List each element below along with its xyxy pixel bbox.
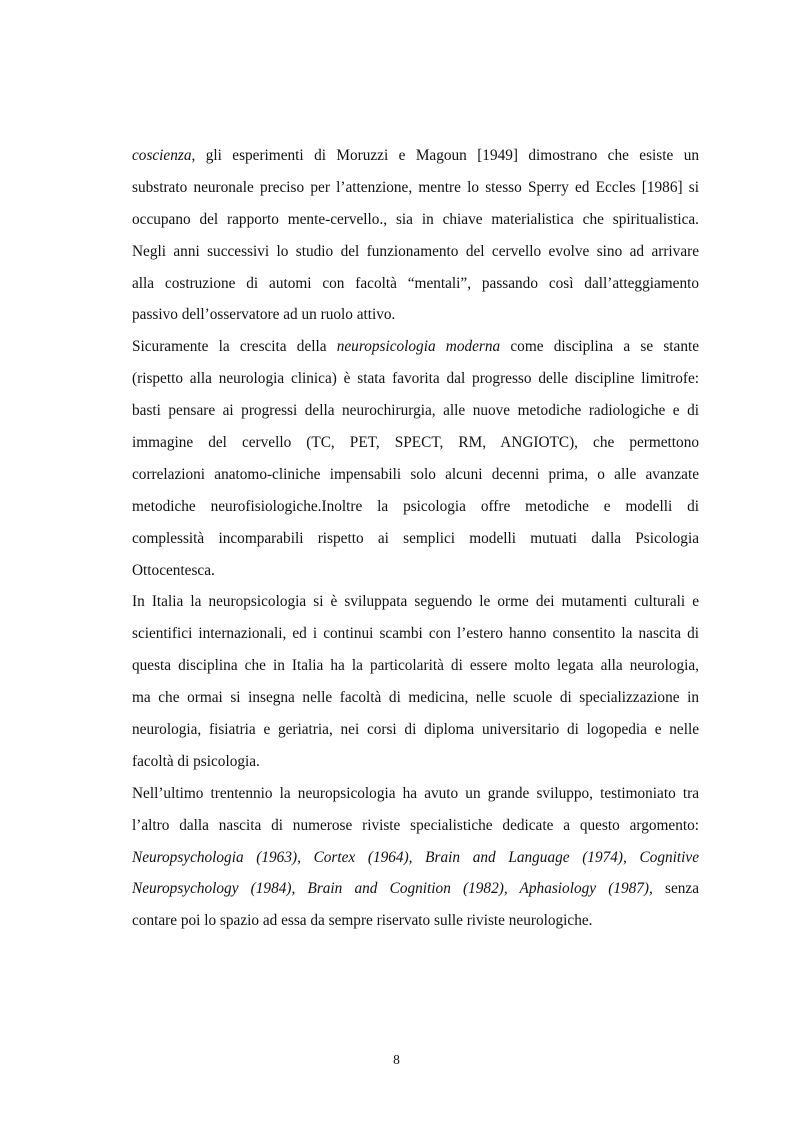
text-line xyxy=(132,395,699,427)
text-run: neurologia, fisiatria e geriatria, nei corsi di diploma universitario di logopedia e nelle xyxy=(132,721,699,739)
text-line xyxy=(132,172,699,204)
text-line xyxy=(132,778,699,810)
text-line xyxy=(132,268,699,300)
text-run: complessità incomparabili rispetto ai semplici modelli mutuati dalla Psicologia xyxy=(132,529,699,547)
text-line xyxy=(132,555,699,587)
text-run: l’altro dalla nascita di numerose riviste specialistiche dedicate a questo argomento: xyxy=(132,816,699,834)
text-run: Ottocentesca. xyxy=(132,561,215,579)
text-run: alla costruzione di automi con facoltà “mentali”, passando così dall’atteggiamento xyxy=(132,274,699,292)
text-line xyxy=(132,586,699,618)
italic-text: Neuropsychology (1984), Brain and Cognition (1982), Aphasiology (1987), xyxy=(132,880,653,898)
paragraph xyxy=(132,331,699,586)
text-line xyxy=(132,459,699,491)
text-line xyxy=(132,905,699,937)
paragraph xyxy=(132,778,699,937)
text-line xyxy=(132,810,699,842)
text-line xyxy=(132,204,699,236)
text-line xyxy=(132,682,699,714)
text-run: occupano del rapporto mente-cervello., sia in chiave materialistica che spiritualistica. xyxy=(132,210,699,228)
italic-text: Neuropsychologia (1963), Cortex (1964), Brain and Language (1974), Cognitive xyxy=(132,848,699,866)
text-line xyxy=(132,299,699,331)
text-run: contare poi lo spazio ad essa da sempre riservato sulle riviste neurologiche. xyxy=(132,912,593,930)
text-line xyxy=(132,523,699,555)
italic-text: coscienza xyxy=(132,147,192,164)
text-run: substrato neuronale preciso per l’attenzione, mentre lo stesso Sperry ed Eccles [1986] si xyxy=(132,178,699,196)
body-text xyxy=(132,140,699,937)
text-line xyxy=(132,491,699,523)
text-run: Nell’ultimo trentennio la neuropsicologia ha avuto un grande sviluppo, testimoniato tra xyxy=(132,784,699,802)
page-number: 8 xyxy=(393,1052,400,1067)
text-run: ma che ormai si insegna nelle facoltà di medicina, nelle scuole di specializzazione in xyxy=(132,689,699,707)
text-run: immagine del cervello (TC, PET, SPECT, RM, ANGIOTC), che permettono xyxy=(132,434,699,452)
text-run: come disciplina a se stante xyxy=(500,338,699,356)
paragraph xyxy=(132,140,699,331)
text-run: scientifici internazionali, ed i continui scambi con l’estero hanno consentito la nascita di xyxy=(132,625,699,643)
text-line xyxy=(132,618,699,650)
text-run: Sicuramente la crescita della xyxy=(132,338,337,356)
text-run: correlazioni anatomo-cliniche impensabili solo alcuni decenni prima, o alle avanzate xyxy=(132,465,699,483)
text-line xyxy=(132,140,699,172)
italic-text: neuropsicologia moderna xyxy=(336,338,501,356)
text-run: Negli anni successivi lo studio del funzionamento del cervello evolve sino ad arrivare xyxy=(132,242,699,260)
text-run: , gli esperimenti di Moruzzi e Magoun [1949] dimostrano che esiste un xyxy=(191,147,699,164)
text-line xyxy=(132,842,699,874)
text-line xyxy=(132,873,699,905)
text-run: basti pensare ai progressi della neurochirurgia, alle nuove metodiche radiologiche e di xyxy=(132,402,699,420)
text-run: questa disciplina che in Italia ha la particolarità di essere molto legata alla neurologia, xyxy=(132,657,699,675)
text-run: facoltà di psicologia. xyxy=(132,752,260,770)
text-run: passivo dell’osservatore ad un ruolo attivo. xyxy=(132,306,396,324)
text-line xyxy=(132,363,699,395)
text-line xyxy=(132,746,699,778)
text-line xyxy=(132,650,699,682)
text-line xyxy=(132,427,699,459)
text-run: (rispetto alla neurologia clinica) è stata favorita dal progresso delle discipline limitrofe: xyxy=(132,370,699,388)
text-run: In Italia la neuropsicologia si è sviluppata seguendo le orme dei mutamenti culturali e xyxy=(132,593,699,611)
text-run: senza xyxy=(652,880,699,898)
text-line xyxy=(132,714,699,746)
text-line xyxy=(132,331,699,363)
text-line xyxy=(132,236,699,268)
text-run: metodiche neurofisiologiche.Inoltre la psicologia offre metodiche e modelli di xyxy=(132,497,699,515)
paragraph xyxy=(132,586,699,777)
